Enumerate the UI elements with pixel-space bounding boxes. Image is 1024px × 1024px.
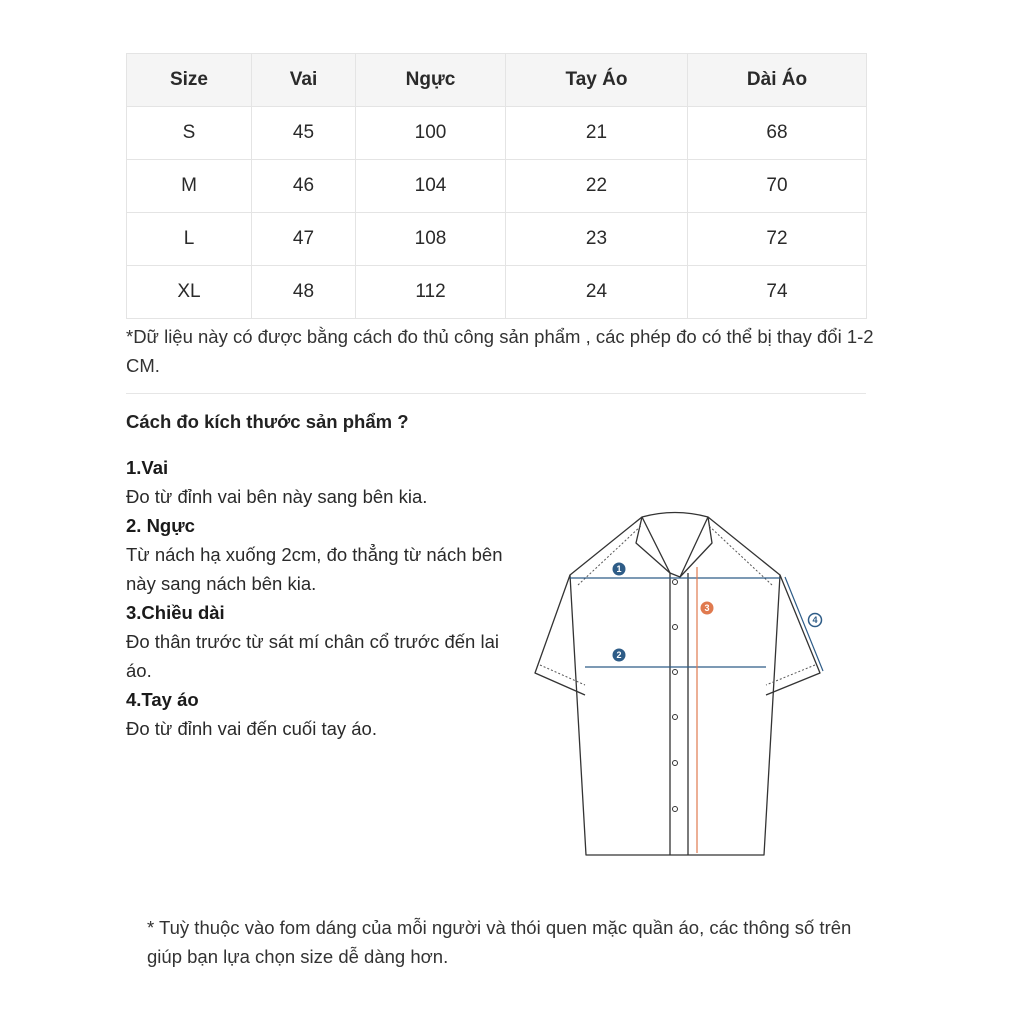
table-cell: 68 (688, 107, 867, 160)
table-cell: 48 (252, 266, 356, 319)
table-cell: 21 (506, 107, 688, 160)
footnote: * Tuỳ thuộc vào fom dáng của mỗi người và thói quen mặc quần áo, các thông số trên giúp bạn lựa chọn size dễ dàng hơn. (147, 917, 852, 967)
shirt-button (673, 761, 678, 766)
table-row (127, 266, 867, 319)
shirt-button (673, 807, 678, 812)
marker-2-label: 2 (616, 650, 622, 660)
size-table (126, 53, 867, 319)
step-desc-shoulder: Đo từ đỉnh vai bên này sang bên kia. (126, 486, 428, 507)
shirt-body-outline (570, 517, 780, 855)
shirt-placket (670, 573, 688, 855)
table-row (127, 107, 867, 160)
table-cell: 45 (252, 107, 356, 160)
table-cell: 70 (688, 160, 867, 213)
header-size: Size (127, 54, 252, 107)
table-cell: 72 (688, 213, 867, 266)
table-cell: 46 (252, 160, 356, 213)
header-dai-ao: Dài Áo (688, 54, 867, 107)
howto-title: Cách đo kích thước sản phẩm ? (126, 411, 409, 432)
step-title-chest: 2. Ngực (126, 515, 195, 536)
table-header-row (127, 54, 867, 107)
step-desc-chest: Từ nách hạ xuống 2cm, đo thẳng từ nách bên này sang nách bên kia. (126, 544, 503, 594)
shirt-button (673, 715, 678, 720)
header-nguc: Ngực (356, 54, 506, 107)
step-title-length: 3.Chiều dài (126, 602, 225, 623)
shirt-left-sleeve (535, 575, 585, 695)
marker-3-label: 3 (704, 603, 710, 613)
shirt-diagram (530, 505, 830, 865)
divider (126, 393, 866, 394)
table-cell: 112 (356, 266, 506, 319)
table-cell: 47 (252, 213, 356, 266)
table-row (127, 160, 867, 213)
header-tay-ao: Tay Áo (506, 54, 688, 107)
shirt-collar (636, 513, 712, 578)
table-cell: 74 (688, 266, 867, 319)
step-title-sleeve: 4.Tay áo (126, 689, 199, 710)
table-cell: S (127, 107, 252, 160)
marker-4-label: 4 (812, 615, 818, 625)
step-title-shoulder: 1.Vai (126, 457, 169, 478)
header-vai: Vai (252, 54, 356, 107)
table-cell: 100 (356, 107, 506, 160)
table-cell: 24 (506, 266, 688, 319)
table-cell: L (127, 213, 252, 266)
step-desc-sleeve: Đo từ đỉnh vai đến cuối tay áo. (126, 718, 377, 739)
shirt-button (673, 670, 678, 675)
table-row (127, 213, 867, 266)
table-cell: 108 (356, 213, 506, 266)
table-cell: M (127, 160, 252, 213)
step-desc-length: Đo thân trước từ sát mí chân cổ trước đến lai áo. (126, 631, 499, 681)
measurement-steps (126, 453, 526, 743)
table-cell: 104 (356, 160, 506, 213)
measurement-note: *Dữ liệu này có được bằng cách đo thủ công sản phẩm , các phép đo có thể bị thay đổi 1-2 CM. (126, 326, 874, 376)
table-cell: 23 (506, 213, 688, 266)
shirt-button (673, 580, 678, 585)
shirt-button (673, 625, 678, 630)
table-cell: 22 (506, 160, 688, 213)
marker-1-label: 1 (616, 564, 622, 574)
table-cell: XL (127, 266, 252, 319)
